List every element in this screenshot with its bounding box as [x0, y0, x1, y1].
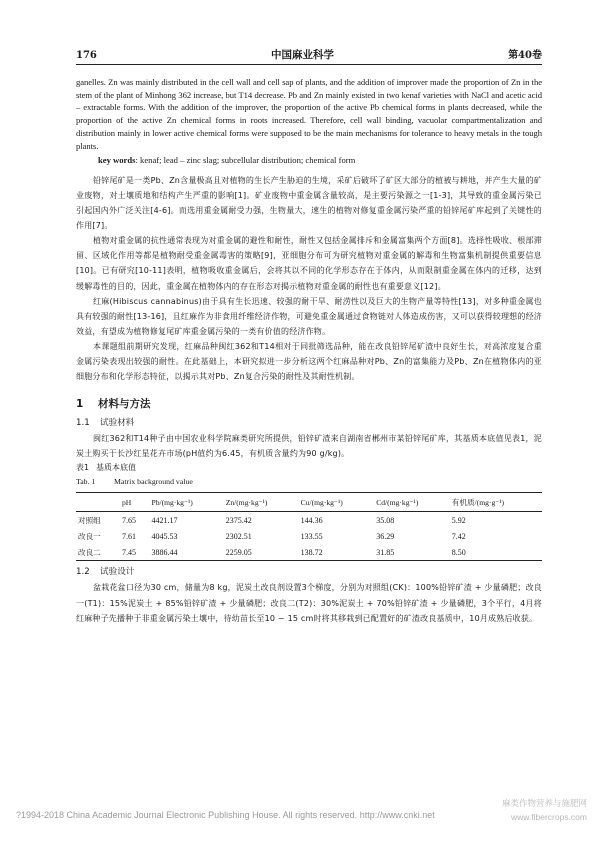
table-header-cell	[76, 493, 120, 512]
table-cell: 5.92	[451, 515, 466, 525]
table-header-cell: Cu/(mg·kg⁻¹)	[300, 497, 343, 507]
table-caption-en: Tab. 1 Matrix background value	[76, 477, 193, 487]
table-cell: 改良二	[78, 547, 101, 557]
running-header	[76, 46, 542, 62]
table-cell: 36.29	[376, 531, 395, 541]
subsection-title: 试验设计	[100, 567, 135, 578]
table-cell: 35.08	[376, 515, 395, 525]
watermark-url: www.fibercrops.com	[510, 812, 587, 822]
table-row	[76, 512, 542, 529]
table-cell: 31.85	[376, 547, 395, 557]
table-cell: 7.45	[122, 547, 136, 557]
table-header-cell: Pb/(mg·kg⁻¹)	[151, 497, 193, 507]
table-cell: 133.55	[300, 531, 323, 541]
table-cell: 8.50	[451, 547, 466, 557]
page-number: 176	[76, 50, 97, 61]
table-cell: 138.72	[300, 547, 323, 557]
keywords-text: kenaf; lead – zinc slag; subcellular distribution; chemical form	[140, 155, 356, 166]
abstract-english: ganelles. Zn was mainly distributed in the cell wall and cell sap of plants, and the addition of improver made the proportion of Zn in the stem of the plant of Minhong 362 increase, but T14 decrease. Pb and Zn mainly existed in two kenaf varieties with NaCl and acetic acid – extractable forms. With the addition of the improver, the proportion of the active Pb chemical forms in plants decreased, while the proportion of the active Zn chemical forms in roots increased. Therefore, cell wall binding, vacuolar compartmentalization and distribution mainly in lower active chemical forms were supposed to be the main mechanisms for tolerance to heavy metals in the tough plants.	[76, 77, 542, 151]
table-cell: 7.42	[451, 531, 466, 541]
table-header-cell: Cd/(mg·kg⁻¹)	[376, 497, 419, 507]
table-cell: 2259.05	[225, 547, 252, 557]
table-cell: 改良一	[78, 531, 101, 541]
subsection-title: 试验材料	[100, 418, 135, 429]
intro-paragraph: 植物对重金属的抗性通常表现为对重金属的避性和耐性，耐性又包括金属排斥和金属富集两个方面[8]。选择性吸收、根部滞留、区域化作用等都是植物耐受重金属毒害的策略[9]，亚细胞分布可为研究植物对重金属的解毒和生物富集机制提供重要信息[10]。已有研究[10-11]表明，植物吸收重金属后，会将其以不同的化学形态存在于体内，从而限制重金属在体内的迁移，达到缓解毒性的目的，因此，重金属在植物体内的存在形态对揭示植物对重金属的耐性也有重要意义[12]。	[76, 236, 542, 291]
intro-paragraph: 本课题组前期研究发现，红麻品种闽红362和T14相对于同批筛选品种，能在改良铅锌尾矿渣中良好生长，对高浓度复合重金属污染表现出较强的耐性。在此基础上，本研究拟进一步分析这两个红麻品种对Pb、Zn的富集能力及Pb、Zn在植物体内的亚细胞分布和化学形态特征，以揭示其对Pb、Zn复合污染的耐性及其耐性机制。	[76, 341, 542, 382]
table-caption-zh: 表1 基质本底值	[76, 463, 136, 473]
subsection-number: 1.1	[76, 418, 90, 429]
design-paragraph: 盆栽花盆口径为30 cm，储量为8 kg，泥炭土改良剂设置3个梯度，分别为对照组(CK)：100%铅锌矿渣 + 少量磷肥；改良一(T1)：15%泥炭土 + 85%铅锌矿渣 + 少量磷肥；改良二(T2)：30%泥炭土 + 70%铅锌矿渣 + 少量磷肥，3个平行，4月将红麻种子先播种于非重金属污染土壤中，待幼苗长至10 ~ 15 cm时将其移栽到已配置好的矿渣改良基质中，10月成熟后收获。	[76, 583, 542, 623]
subsection-heading	[76, 416, 542, 431]
section-heading	[76, 394, 542, 414]
table-header-cell: pH	[122, 497, 132, 507]
watermark	[502, 796, 587, 824]
header-rule	[76, 64, 542, 65]
materials-paragraph: 闽红362和T14种子由中国农业科学院麻类研究所提供，铅锌矿渣来自湖南省郴州市某铅锌尾矿库，其基质本底值见表1，泥炭土购买于长沙红星花卉市场(pH值约为6.45，有机质含量约为90 g/kg)。	[76, 434, 542, 459]
table-cell: 2302.51	[225, 531, 252, 541]
journal-name: 中国麻业科学	[270, 49, 334, 61]
intro-paragraph: 红麻(Hibiscus cannabinus)由于具有生长迅速、较强的耐干旱、耐涝性以及巨大的生物产量等特性[13]，对多种重金属也具有较强的耐性[13-16]，且红麻作为非食用纤维经济作物，可避免重金属通过食物链对人体造成伤害，又可以获得较理想的经济效益，有望成为植物修复尾矿库重金属污染的一类有价值的经济作物。	[76, 296, 542, 336]
table-header-cell: Zn/(mg·kg⁻¹)	[225, 497, 268, 507]
watermark-title: 麻类作物营养与施肥网	[501, 798, 587, 808]
copyright-line: ?1994-2018 China Academic Journal Electronic Publishing House. All rights reserved. http://www.cnki.net	[16, 810, 435, 820]
page-body	[76, 76, 542, 626]
table-header-cell: 有机质/(mg·g⁻¹)	[451, 497, 505, 507]
table-cell: 4045.53	[151, 531, 178, 541]
table-cell: 144.36	[300, 515, 323, 525]
section-title: 材料与方法	[98, 398, 151, 411]
table-row	[76, 544, 542, 561]
table-cell: 7.65	[122, 515, 136, 525]
keywords: key words: kenaf; lead – zinc slag; subcellular distribution; chemical form	[98, 155, 356, 166]
table-cell: 7.61	[122, 531, 136, 541]
table-header-row	[76, 493, 542, 512]
table-row	[76, 528, 542, 544]
subsection-number: 1.2	[76, 567, 90, 578]
subsection-heading	[76, 565, 542, 580]
table-cell: 对照组	[78, 515, 101, 525]
matrix-background-table	[76, 492, 542, 561]
volume-label: 第40卷	[508, 50, 542, 61]
keywords-label: key words	[98, 155, 136, 166]
table-cell: 2375.42	[225, 515, 252, 525]
table-cell: 4421.17	[151, 515, 178, 525]
intro-paragraph: 铅锌尾矿是一类Pb、Zn含量极高且对植物的生长产生胁迫的生境，采矿后破坏了矿区大部分的植被与耕地，并产生大量的矿业废物，对土壤质地和结构产生严重的影响[1]。矿业废物中重金属含量较高，是主要污染源之一[1-3]，其导致的重金属污染已引起国内外广泛关注[4-6]。而选用重金属耐受力强，生物量大，速生的植物对修复重金属污染严重的铅锌尾矿库起到了关键性的作用[7]。	[76, 175, 542, 231]
page-footer	[16, 798, 595, 824]
table-cell: 3886.44	[151, 547, 178, 557]
section-number: 1	[76, 398, 84, 411]
